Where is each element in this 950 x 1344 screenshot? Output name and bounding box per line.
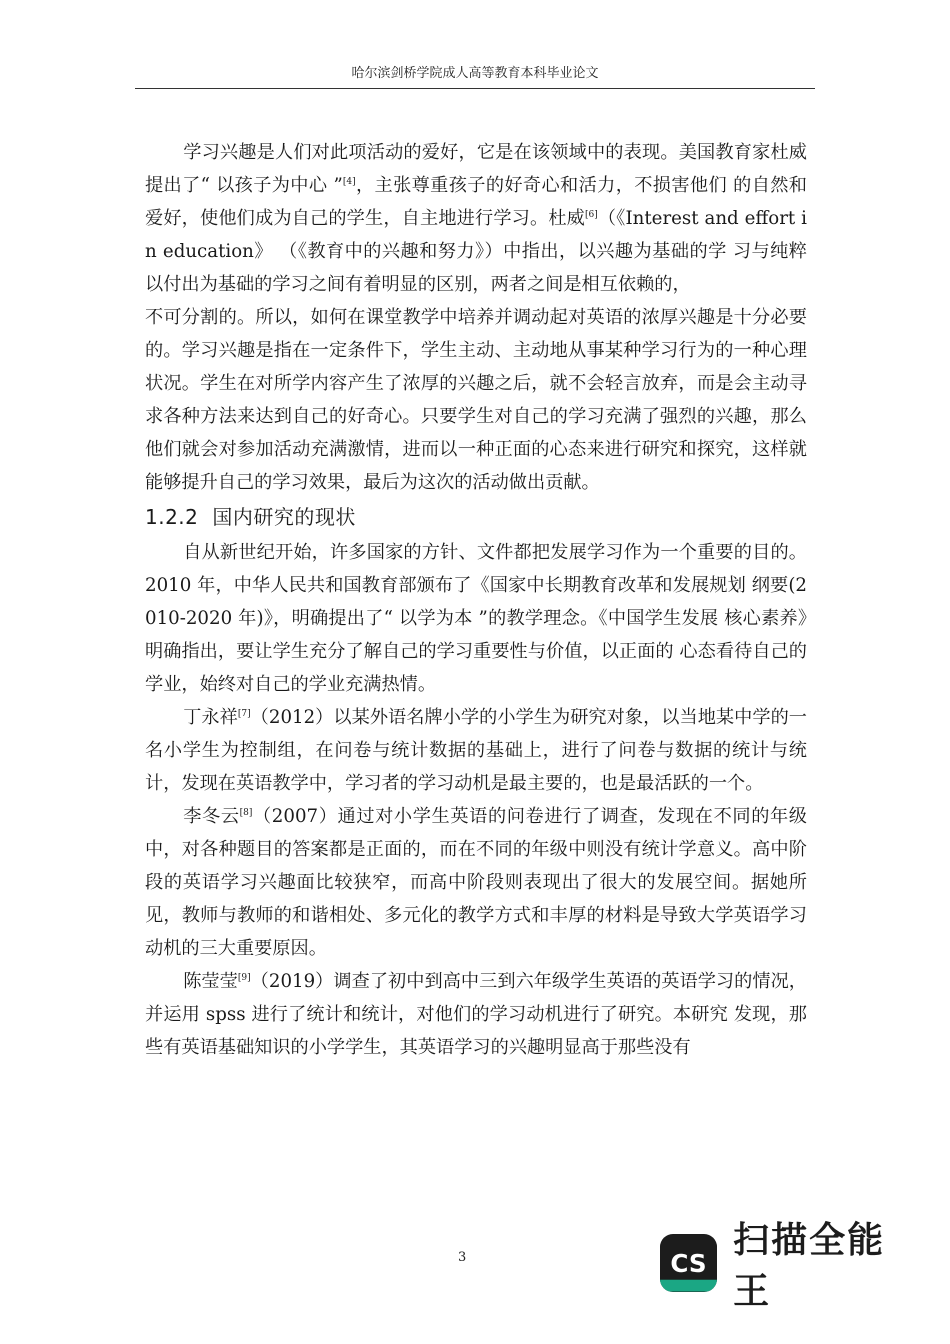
paragraph-li-study: [145, 800, 807, 965]
paragraph-text: ，主张尊重孩子的好奇心和活力，不损害他们 的自然和爱好，使他们成为自己的学生，自主地进行学习。杜威: [145, 175, 807, 229]
citation-ref: [9]: [237, 973, 251, 983]
citation-ref: [4]: [342, 177, 356, 187]
citation-ref: [7]: [237, 709, 251, 719]
header-title: 哈尔滨剑桥学院成人高等教育本科毕业论文: [351, 66, 599, 81]
paragraph-interest-definition: [145, 136, 807, 301]
paragraph-text: （2019）调查了初中到高中三到六年级学生英语的英语学习的情况，并运用 spss 进行了统计和统计，对他们的学习动机进行了研究。本研究 发现，那些有英语基础知识的小学学生，其英语学习的兴趣明显高于那些没有: [145, 971, 807, 1058]
section-title: 国内研究的现状: [212, 505, 356, 529]
paragraph-text: 学习兴趣是人们对此项活动的爱好，它是在该领域中的表现。美国教育家杜威提出了“ 以孩子为中心 ”: [145, 142, 807, 196]
paragraph-chen-study: [145, 965, 807, 1064]
paragraph-interest-importance: 不可分割的。所以，如何在课堂教学中培养并调动起对英语的浓厚兴趣是十分必要的。学习兴趣是指在一定条件下，学生主动、主动地从事某种学习行为的一种心理状况。学生在对所学内容产生了浓厚的兴趣之后，就不会轻言放弃，而是会主动寻求各种方法来达到自己的好奇心。只要学生对自己的学习充满了强烈的兴趣，那么他们就会对参加活动充满激情，进而以一种正面的心态来进行研究和探究，这样就能够提升自己的学习效果，最后为这次的活动做出贡献。: [145, 307, 807, 493]
citation-ref: [6]: [585, 210, 598, 220]
page-number: 3: [458, 1250, 467, 1265]
app-name: 扫描全能王: [733, 1220, 886, 1312]
author-name: 李冬云: [183, 806, 240, 827]
author-name: 陈莹莹: [183, 971, 238, 992]
scanner-watermark: [660, 1218, 920, 1312]
paragraph-ding-study: [145, 701, 807, 800]
section-number: 1.2.2: [145, 505, 199, 529]
page-header: [135, 62, 815, 89]
section-heading: [145, 502, 807, 532]
paragraph-text: （《Interest and effort in education》 （《教育中的兴趣和努力》）中指出，以兴趣为基础的学 习与纯粹以付出为基础的学习之间有着明显的区别，两者之间是相互依赖的，: [145, 208, 807, 295]
camscanner-logo-icon: [660, 1234, 717, 1292]
paragraph-policy: 自从新世纪开始，许多国家的方针、文件都把发展学习作为一个重要的目的。2010 年，中华人民共和国教育部颁布了《国家中长期教育改革和发展规划 纲要(2010-2020 年)》，明确提出了“ 以学为本 ”的教学理念。《中国学生发展 核心素养》明确指出，要让学生充分了解自己的学习重要性与价值，以正面的 心态看待自己的学业，始终对自己的学业充满热情。: [145, 542, 807, 695]
page-body: [145, 136, 807, 1064]
citation-ref: [8]: [239, 808, 253, 818]
logo-text: CS: [670, 1248, 707, 1278]
paragraph-text: （2007）通过对小学生英语的问卷进行了调查，发现在不同的年级中，对各种题目的答案都是正面的，而在不同的年级中则没有统计学意义。高中阶段的英语学习兴趣面比较狭窄，而高中阶段则表现出了很大的发展空间。据她所见，教师与教师的和谐相处、多元化的教学方式和丰厚的材料是导致大学英语学习动机的三大重要原因。: [145, 806, 807, 959]
author-name: 丁永祥: [183, 707, 238, 728]
paragraph-text: （2012）以某外语名牌小学的小学生为研究对象，以当地某中学的一名小学生为控制组，在问卷与统计数据的基础上，进行了问卷与数据的统计与统计，发现在英语教学中，学习者的学习动机是最主要的，也是最活跃的一个。: [145, 707, 807, 794]
